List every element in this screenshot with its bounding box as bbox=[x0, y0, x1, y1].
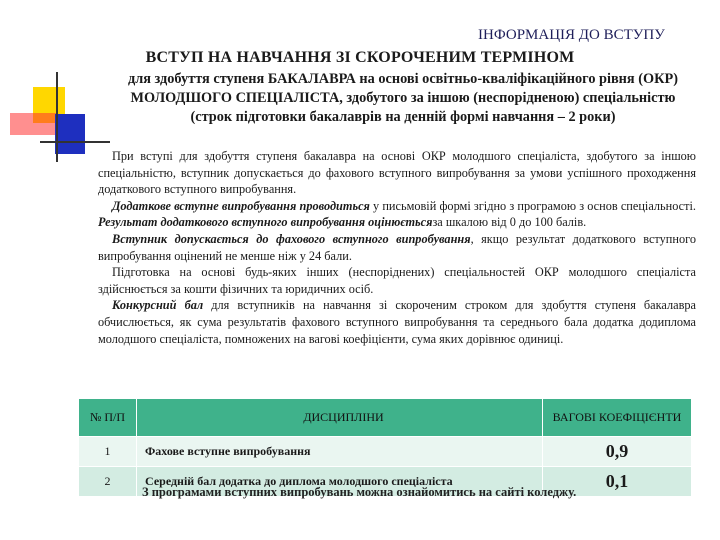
decor-red-rectangle bbox=[10, 113, 58, 135]
row-discipline: Середній бал додатка до диплома молодшого спеціаліста bbox=[137, 467, 543, 497]
subtitle-degree: БАКАЛАВРА bbox=[267, 71, 356, 87]
subtitle-part3: на основі освітньо-кваліфікаційного рівня (ОКР) bbox=[355, 71, 678, 87]
row-num: 2 bbox=[79, 467, 137, 497]
admission-condition-heading: Вступник допускається до фахового вступного випробування bbox=[112, 231, 471, 246]
weights-table bbox=[78, 398, 692, 497]
header-num: № П/П bbox=[79, 399, 137, 437]
paragraph-admission: При вступі для здобуття ступеня бакалавра на основі ОКР молодшого спеціаліста, здобутого за іншою спеціальністю, вступник допускається до фахового вступного випробування за умови успішного проходження додаткового вступного випробування. bbox=[98, 149, 696, 197]
table-row bbox=[79, 437, 692, 467]
row-weight: 0,1 bbox=[543, 467, 692, 497]
competitive-score-text: для вступників на навчання зі скороченим строком для здобуття ступеня бакалавра обчислюється, як сума результатів фахового вступного випробування та середнього бала додатка додиплома молодшого спеціаліста, помножених на вагові коефіцієнти, сума яких дорівнює одиниці. bbox=[98, 298, 697, 346]
subtitle-part5: здобутого за іншою (неспорідненою) спеціальністю (строк підготовки бакалаврів на денній формі навчання – 2 роки) bbox=[190, 90, 676, 125]
page-title: ВСТУП НА НАВЧАННЯ ЗІ СКОРОЧЕНИМ ТЕРМІНОМ bbox=[145, 49, 575, 66]
paragraph-competitive-score bbox=[98, 297, 696, 347]
subtitle-level: МОЛОДШОГО СПЕЦІАЛІСТА, bbox=[130, 90, 343, 106]
body-text bbox=[98, 148, 696, 347]
additional-test-text: у письмовій формі згідно з програмою з основ спеціальності. bbox=[369, 198, 696, 213]
paragraph-additional-test bbox=[98, 198, 696, 231]
decor-blue-square bbox=[55, 114, 85, 154]
decor-vertical-line bbox=[56, 72, 58, 162]
decor-horizontal-line bbox=[40, 141, 110, 143]
header-discipline: ДИСЦИПЛІНИ bbox=[137, 399, 543, 437]
admission-condition-text: , якщо результат додаткового вступного випробування оцінений не менше ніж у 24 бали. bbox=[98, 231, 696, 263]
row-discipline: Фахове вступне випробування bbox=[137, 437, 543, 467]
paragraph-admission-condition bbox=[98, 231, 696, 264]
info-title: ІНФОРМАЦІЯ ДО ВСТУПУ bbox=[478, 27, 665, 43]
footer-note: З програмами вступних випробувань можна ознайомитись на сайті коледжу. bbox=[142, 485, 577, 499]
subtitle bbox=[108, 70, 698, 127]
paragraph-funding: Підготовка на основі будь-яких інших (неспоріднених) спеціальностей ОКР молодшого спеціаліста здійснюється за кошти фізичних та юридичних осіб. bbox=[98, 265, 696, 296]
additional-test-result-heading: Результат додаткового вступного випробування оцінюється bbox=[98, 215, 433, 230]
row-num: 1 bbox=[79, 437, 137, 467]
header-weight: ВАГОВІ КОЕФІЦІЄНТИ bbox=[543, 399, 692, 437]
additional-test-scale: за шкалою від 0 до 100 балів. bbox=[432, 215, 587, 230]
table-header-row bbox=[79, 399, 692, 437]
competitive-score-heading: Конкурсний бал bbox=[112, 298, 204, 313]
row-weight: 0,9 bbox=[543, 437, 692, 467]
subtitle-part1: для здобуття ступеня bbox=[128, 71, 268, 87]
additional-test-heading: Додаткове вступне випробування проводиться bbox=[112, 198, 370, 213]
